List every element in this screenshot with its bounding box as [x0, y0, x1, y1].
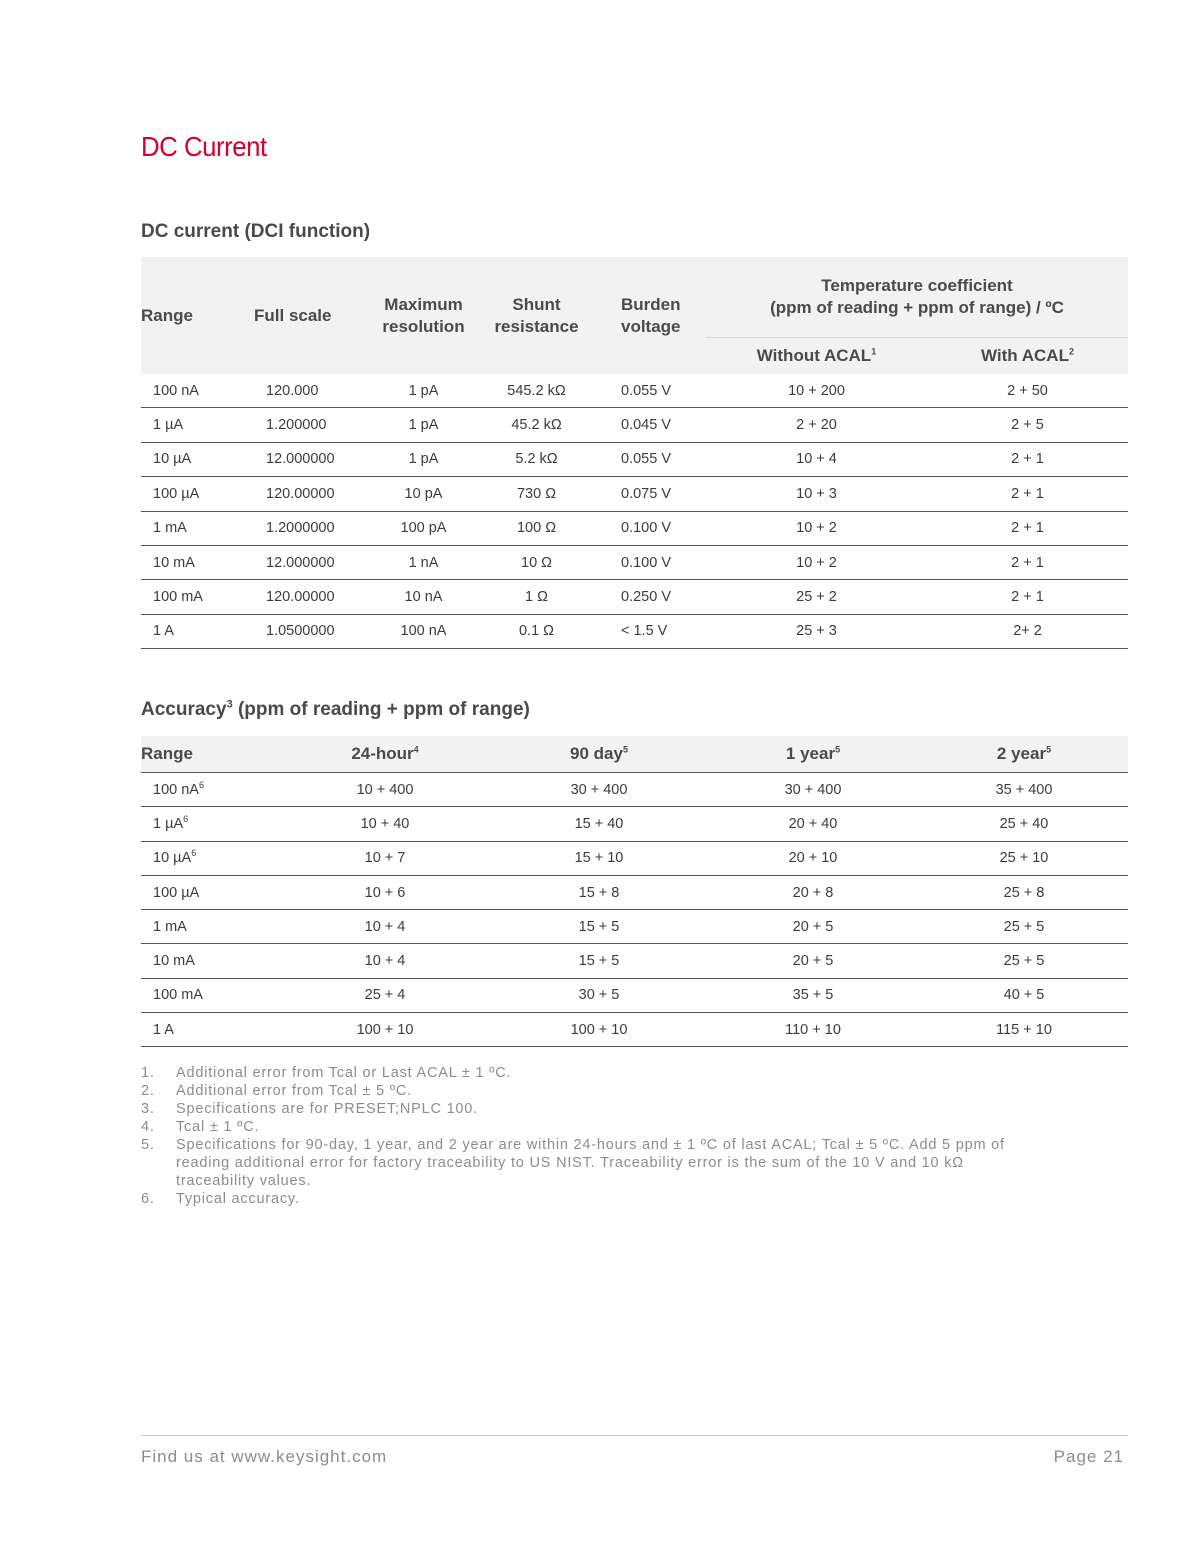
- footnote-item: [141, 1136, 1036, 1190]
- cell-1-year: 20 + 8: [706, 875, 920, 909]
- cell-with-acal: 2 + 1: [927, 545, 1128, 579]
- cell-90-day: 15 + 10: [492, 841, 706, 875]
- cell-full-scale: 120.000: [254, 374, 367, 408]
- dci-section-title: DC current (DCI function): [141, 221, 371, 242]
- acc-2y-footnote: 5: [1046, 744, 1052, 755]
- footnote-text: Tcal ± 1 ºC.: [176, 1119, 260, 1135]
- table-row: [141, 614, 1128, 648]
- cell-range: [141, 841, 278, 875]
- table-row: [141, 1013, 1128, 1047]
- acc-header-24-hour: [278, 736, 492, 773]
- burden-line2: voltage: [621, 316, 681, 336]
- page-title: DC Current: [141, 131, 267, 162]
- cell-max-res: 10 pA: [367, 477, 480, 511]
- cell-with-acal: 2 + 50: [927, 374, 1128, 408]
- col-header-with-acal: [927, 337, 1128, 374]
- cell-full-scale: 12.000000: [254, 545, 367, 579]
- table-row: [141, 374, 1128, 408]
- footer-website-link[interactable]: Find us at www.keysight.com: [141, 1447, 388, 1466]
- acc-24h-label: 24-hour: [351, 744, 414, 763]
- cell-range: [141, 910, 278, 944]
- footnotes-list: [141, 1064, 1036, 1208]
- cell-shunt: 45.2 kΩ: [480, 408, 593, 442]
- cell-max-res: 1 pA: [367, 442, 480, 476]
- with-acal-label: With ACAL: [981, 345, 1069, 365]
- footnote-number: 4.: [141, 1119, 155, 1135]
- cell-burden: 0.055 V: [593, 374, 706, 408]
- cell-without-acal: 25 + 3: [706, 614, 927, 648]
- without-acal-footnote: 1: [871, 346, 877, 357]
- table-row: [141, 477, 1128, 511]
- burden-line1: Burden: [621, 294, 681, 314]
- cell-90-day: 15 + 40: [492, 807, 706, 841]
- cell-with-acal: 2 + 1: [927, 442, 1128, 476]
- cell-range: 100 mA: [141, 580, 254, 614]
- footnote-number: 5.: [141, 1137, 155, 1153]
- cell-without-acal: 10 + 3: [706, 477, 927, 511]
- acc-1y-footnote: 5: [835, 744, 841, 755]
- max-res-line2: resolution: [382, 316, 465, 336]
- cell-2-year: 25 + 8: [920, 875, 1128, 909]
- footnote-number: 2.: [141, 1083, 155, 1099]
- footnote-item: [141, 1118, 1036, 1136]
- table-row: [141, 442, 1128, 476]
- dc-current-table: [141, 257, 1128, 649]
- cell-full-scale: 12.000000: [254, 442, 367, 476]
- shunt-line1: Shunt: [512, 294, 561, 314]
- cell-24-hour: 10 + 400: [278, 773, 492, 807]
- cell-shunt: 0.1 Ω: [480, 614, 593, 648]
- acc-2y-label: 2 year: [996, 744, 1047, 763]
- range-label: 1 A: [153, 1021, 174, 1038]
- cell-range: 10 mA: [141, 545, 254, 579]
- cell-90-day: 100 + 10: [492, 1013, 706, 1047]
- cell-range: [141, 1013, 278, 1047]
- range-label: 10 µA: [153, 850, 192, 867]
- cell-range: 1 mA: [141, 511, 254, 545]
- cell-2-year: 25 + 40: [920, 807, 1128, 841]
- cell-1-year: 35 + 5: [706, 978, 920, 1012]
- cell-range: 100 µA: [141, 477, 254, 511]
- accuracy-title-rest: (ppm of reading + ppm of range): [232, 699, 530, 720]
- col-header-max-resolution: [367, 257, 480, 374]
- accuracy-section-title: [141, 699, 530, 721]
- range-label: 100 µA: [153, 884, 200, 901]
- table-row: [141, 580, 1128, 614]
- acc-1y-label: 1 year: [785, 744, 836, 763]
- cell-without-acal: 2 + 20: [706, 408, 927, 442]
- footnote-item: [141, 1100, 1036, 1118]
- cell-full-scale: 1.0500000: [254, 614, 367, 648]
- cell-1-year: 30 + 400: [706, 773, 920, 807]
- cell-burden: < 1.5 V: [593, 614, 706, 648]
- table-row: [141, 910, 1128, 944]
- cell-2-year: 25 + 5: [920, 910, 1128, 944]
- cell-2-year: 40 + 5: [920, 978, 1128, 1012]
- cell-max-res: 1 pA: [367, 408, 480, 442]
- cell-24-hour: 10 + 4: [278, 910, 492, 944]
- table-row: [141, 773, 1128, 807]
- cell-without-acal: 10 + 200: [706, 374, 927, 408]
- table-row: [141, 511, 1128, 545]
- table-row: [141, 408, 1128, 442]
- footnote-text: Additional error from Tcal or Last ACAL ± 1 ºC.: [176, 1065, 512, 1081]
- temp-line2: (ppm of reading + ppm of range) / ºC: [770, 297, 1064, 317]
- cell-90-day: 15 + 5: [492, 944, 706, 978]
- range-label: 1 µA: [153, 815, 184, 832]
- cell-range: [141, 875, 278, 909]
- cell-shunt: 10 Ω: [480, 545, 593, 579]
- cell-burden: 0.075 V: [593, 477, 706, 511]
- cell-range: [141, 807, 278, 841]
- footnote-text: Typical accuracy.: [176, 1191, 300, 1207]
- accuracy-title-main: Accuracy: [141, 699, 227, 720]
- table-row: [141, 875, 1128, 909]
- cell-90-day: 15 + 5: [492, 910, 706, 944]
- footnote-item: [141, 1064, 1036, 1082]
- cell-full-scale: 120.00000: [254, 580, 367, 614]
- cell-shunt: 730 Ω: [480, 477, 593, 511]
- cell-max-res: 10 nA: [367, 580, 480, 614]
- table-row: [141, 841, 1128, 875]
- footnote-number: 6.: [141, 1191, 155, 1207]
- acc-header-90-day: [492, 736, 706, 773]
- cell-shunt: 545.2 kΩ: [480, 374, 593, 408]
- cell-max-res: 1 nA: [367, 545, 480, 579]
- cell-range: [141, 773, 278, 807]
- footnote-item: [141, 1082, 1036, 1100]
- cell-24-hour: 100 + 10: [278, 1013, 492, 1047]
- range-label: 1 mA: [153, 918, 187, 935]
- cell-range: [141, 978, 278, 1012]
- range-footnote: 6: [198, 779, 204, 790]
- cell-max-res: 100 pA: [367, 511, 480, 545]
- cell-1-year: 20 + 40: [706, 807, 920, 841]
- cell-with-acal: 2 + 1: [927, 580, 1128, 614]
- cell-without-acal: 25 + 2: [706, 580, 927, 614]
- footnote-number: 3.: [141, 1101, 155, 1117]
- cell-90-day: 15 + 8: [492, 875, 706, 909]
- acc-header-1-year: [706, 736, 920, 773]
- cell-burden: 0.100 V: [593, 545, 706, 579]
- shunt-line2: resistance: [494, 316, 579, 336]
- table-row: [141, 545, 1128, 579]
- cell-with-acal: 2 + 5: [927, 408, 1128, 442]
- cell-24-hour: 10 + 4: [278, 944, 492, 978]
- col-header-burden: [593, 257, 706, 374]
- cell-range: 1 A: [141, 614, 254, 648]
- col-header-temp-coefficient: [706, 257, 1128, 337]
- cell-range: 1 µA: [141, 408, 254, 442]
- range-footnote: 6: [191, 848, 197, 859]
- acc-90d-footnote: 5: [622, 744, 628, 755]
- col-header-full-scale: Full scale: [254, 257, 367, 374]
- cell-1-year: 20 + 10: [706, 841, 920, 875]
- accuracy-title-footnote: 3: [226, 698, 233, 711]
- cell-range: 10 µA: [141, 442, 254, 476]
- cell-shunt: 5.2 kΩ: [480, 442, 593, 476]
- col-header-range: Range: [141, 257, 254, 374]
- acc-header-range: Range: [141, 736, 278, 773]
- col-header-shunt: [480, 257, 593, 374]
- cell-2-year: 115 + 10: [920, 1013, 1128, 1047]
- footnote-text: Specifications for 90-day, 1 year, and 2 year are within 24-hours and ± 1 ºC of last ACAL; Tcal ± 5 ºC. Add 5 ppm of reading additional error for factory traceability to US NIST. Traceability error is the sum of the 10 V and 10 kΩ traceability values.: [176, 1137, 1005, 1189]
- cell-1-year: 20 + 5: [706, 910, 920, 944]
- cell-full-scale: 120.00000: [254, 477, 367, 511]
- cell-2-year: 25 + 10: [920, 841, 1128, 875]
- table-row: [141, 944, 1128, 978]
- range-label: 100 nA: [153, 781, 199, 798]
- cell-burden: 0.045 V: [593, 408, 706, 442]
- cell-max-res: 100 nA: [367, 614, 480, 648]
- cell-without-acal: 10 + 2: [706, 545, 927, 579]
- cell-2-year: 35 + 400: [920, 773, 1128, 807]
- col-header-without-acal: [706, 337, 927, 374]
- cell-2-year: 25 + 5: [920, 944, 1128, 978]
- footnote-text: Specifications are for PRESET;NPLC 100.: [176, 1101, 478, 1117]
- cell-24-hour: 25 + 4: [278, 978, 492, 1012]
- cell-1-year: 110 + 10: [706, 1013, 920, 1047]
- range-label: 10 mA: [153, 953, 195, 970]
- page-number: Page 21: [1053, 1447, 1124, 1466]
- range-label: 100 mA: [153, 987, 203, 1004]
- footer-divider: [141, 1435, 1128, 1436]
- cell-burden: 0.250 V: [593, 580, 706, 614]
- footnote-number: 1.: [141, 1065, 155, 1081]
- temp-line1: Temperature coefficient: [821, 275, 1013, 295]
- acc-header-2-year: [920, 736, 1128, 773]
- acc-90d-label: 90 day: [570, 744, 623, 763]
- cell-shunt: 100 Ω: [480, 511, 593, 545]
- cell-range: [141, 944, 278, 978]
- cell-with-acal: 2 + 1: [927, 511, 1128, 545]
- cell-without-acal: 10 + 4: [706, 442, 927, 476]
- without-acal-label: Without ACAL: [756, 345, 872, 365]
- cell-with-acal: 2 + 1: [927, 477, 1128, 511]
- cell-90-day: 30 + 5: [492, 978, 706, 1012]
- footnote-text: Additional error from Tcal ± 5 ºC.: [176, 1083, 413, 1099]
- cell-without-acal: 10 + 2: [706, 511, 927, 545]
- cell-burden: 0.055 V: [593, 442, 706, 476]
- cell-burden: 0.100 V: [593, 511, 706, 545]
- accuracy-table: [141, 736, 1128, 1047]
- cell-1-year: 20 + 5: [706, 944, 920, 978]
- cell-90-day: 30 + 400: [492, 773, 706, 807]
- table-row: [141, 807, 1128, 841]
- cell-range: 100 nA: [141, 374, 254, 408]
- cell-full-scale: 1.200000: [254, 408, 367, 442]
- cell-with-acal: 2+ 2: [927, 614, 1128, 648]
- cell-24-hour: 10 + 6: [278, 875, 492, 909]
- cell-full-scale: 1.2000000: [254, 511, 367, 545]
- cell-24-hour: 10 + 40: [278, 807, 492, 841]
- cell-max-res: 1 pA: [367, 374, 480, 408]
- footnote-item: [141, 1190, 1036, 1208]
- with-acal-footnote: 2: [1068, 346, 1074, 357]
- cell-shunt: 1 Ω: [480, 580, 593, 614]
- max-res-line1: Maximum: [384, 294, 463, 314]
- range-footnote: 6: [183, 814, 189, 825]
- acc-24h-footnote: 4: [413, 744, 419, 755]
- table-row: [141, 978, 1128, 1012]
- cell-24-hour: 10 + 7: [278, 841, 492, 875]
